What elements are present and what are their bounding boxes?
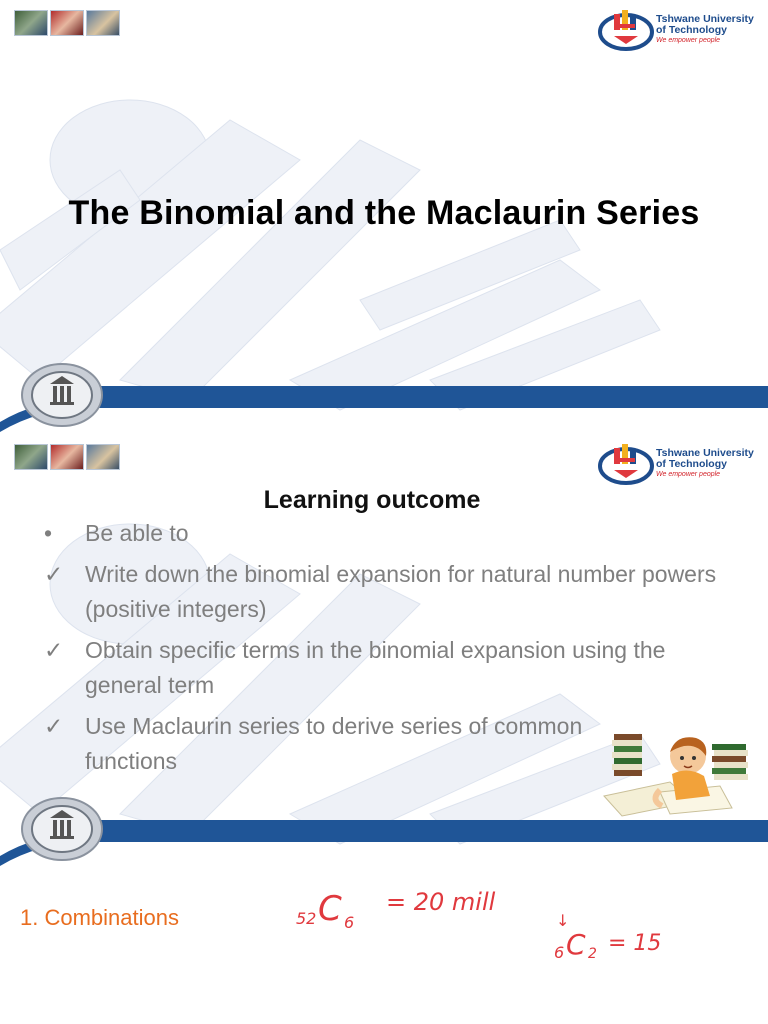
tut-emblem-icon [598,6,654,52]
university-seal-icon [20,796,104,862]
university-name-line1: Tshwane University [656,13,754,25]
list-item-text: Use Maclaurin series to derive series of common functions [85,713,583,774]
student-studying-clipart [600,730,756,820]
header-photo [14,444,48,470]
header-photo [86,444,120,470]
list-item-text: Be able to [85,520,189,546]
checkmark-icon: ✓ [44,637,64,663]
university-logo [598,6,768,52]
university-tagline: We empower people [656,471,721,478]
bullet-icon: • [44,520,53,546]
header-photo [86,10,120,36]
annotation-text: 6 [554,943,565,962]
annotation-text: C [318,889,342,929]
annotation-text: = 15 [608,931,662,956]
checkmark-icon: ✓ [44,561,64,587]
list-item [44,633,744,703]
annotation-text: 6 [344,913,355,932]
header-photo-strip [14,444,120,470]
slide-heading: Learning outcome [263,486,481,514]
list-item-text: Write down the binomial expansion for natural number powers (positive integers) [85,561,717,622]
university-name-line2: of Technology [656,458,727,470]
university-name-line2: of Technology [656,24,727,36]
header-photo [50,444,84,470]
header-photo-strip [14,10,120,36]
list-item [44,516,744,551]
university-name-line1: Tshwane University [656,447,754,459]
annotation-text: ↓ [556,911,570,930]
annotation-text: C [566,928,586,961]
university-logo [598,440,768,486]
handwritten-annotation [290,870,710,980]
footer-bar [0,812,768,866]
university-tagline: We empower people [656,37,721,44]
list-item-text: Obtain specific terms in the binomial expansion using the general term [85,637,666,698]
header-photo [14,10,48,36]
university-seal-icon [20,362,104,428]
learning-outcome-slide [0,434,768,866]
footer-bar [0,378,768,432]
presentation-title: The Binomial and the Maclaurin Series [68,194,700,232]
section-heading: 1. Combinations [20,905,179,930]
tut-emblem-icon [598,440,654,486]
annotation-text: 52 [296,909,317,928]
header-photo [50,10,84,36]
annotation-text: 2 [588,946,597,962]
checkmark-icon: ✓ [44,713,64,739]
title-slide [0,0,768,432]
annotation-text: = 20 mill [386,888,496,916]
list-item [44,557,744,627]
